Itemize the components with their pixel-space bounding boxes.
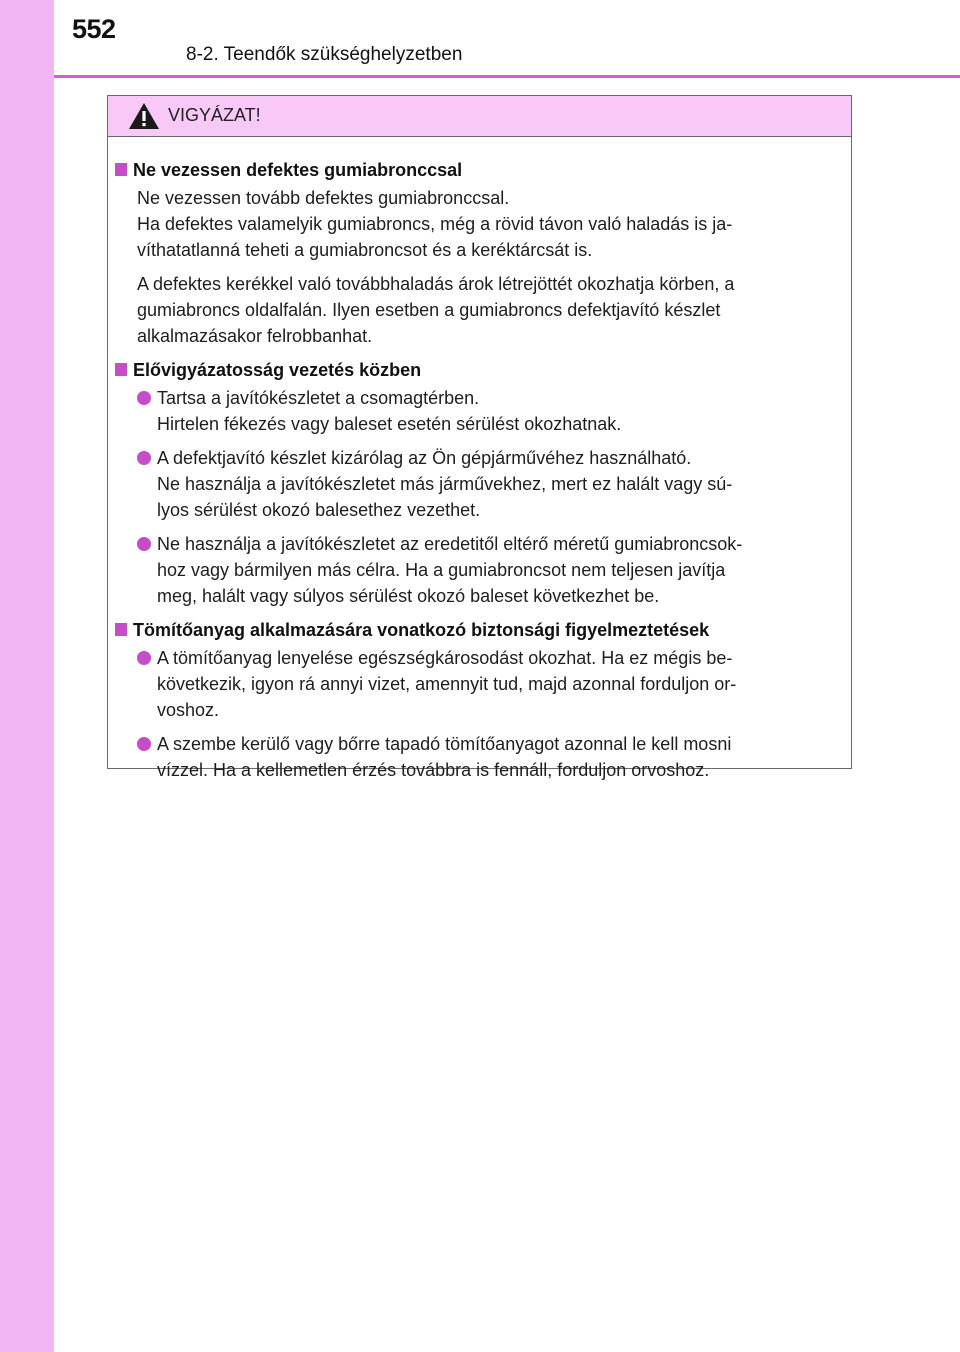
warning-triangle-icon — [128, 102, 160, 130]
bullet-item — [137, 645, 841, 723]
paragraph-line: gumiabroncs oldalfalán. Ilyen esetben a gumiabroncs defektjavító készlet — [137, 300, 721, 320]
section-heading — [115, 617, 841, 643]
bullet-line: A tömítőanyag lenyelése egészségkárosodást okozhat. Ha ez mégis be- — [157, 648, 733, 668]
paragraph-line: A defektes kerékkel való továbbhaladás árok létrejöttét okozhatja körben, a — [137, 274, 735, 294]
warning-box — [107, 95, 852, 780]
bullet-item — [137, 731, 841, 783]
bullet-line: A szembe kerülő vagy bőrre tapadó tömítőanyagot azonnal le kell mosni — [157, 734, 732, 754]
bullet-line: vízzel. Ha a kellemetlen érzés továbbra is fennáll, forduljon orvoshoz. — [157, 760, 710, 780]
square-bullet-icon — [115, 363, 127, 376]
paragraph-line: Ha defektes valamelyik gumiabroncs, még a rövid távon való haladás is ja- — [137, 214, 733, 234]
section-heading-text: Ne vezessen defektes gumiabronccsal — [133, 160, 463, 180]
circle-bullet-icon — [137, 391, 151, 405]
bullet-line: Hirtelen fékezés vagy baleset esetén sérülést okozhatnak. — [157, 414, 622, 434]
paragraph-line: Ne vezessen tovább defektes gumiabronccsal. — [137, 188, 510, 208]
section-heading — [115, 357, 841, 383]
bullet-line: A defektjavító készlet kizárólag az Ön gépjárművéhez használható. — [157, 448, 692, 468]
paragraph — [137, 185, 841, 263]
bullet-item — [137, 531, 841, 609]
circle-bullet-icon — [137, 737, 151, 751]
paragraph-line: alkalmazásakor felrobbanhat. — [137, 326, 373, 346]
square-bullet-icon — [115, 623, 127, 636]
paragraph — [137, 271, 841, 349]
bullet-item — [137, 445, 841, 523]
circle-bullet-icon — [137, 451, 151, 465]
circle-bullet-icon — [137, 651, 151, 665]
page-number: 552 — [72, 14, 116, 44]
bullet-line: Ne használja a javítókészletet más járművekhez, mert ez halált vagy sú- — [157, 474, 733, 494]
warning-header — [108, 96, 851, 137]
bullet-line: meg, halált vagy súlyos sérülést okozó baleset következhet be. — [157, 586, 660, 606]
bullet-line: hoz vagy bármilyen más célra. Ha a gumiabroncsot nem teljesen javítja — [157, 560, 726, 580]
section-title: 8-2. Teendők szükséghelyzetben — [186, 44, 463, 65]
section-heading-text: Tömítőanyag alkalmazására vonatkozó biztonsági figyelmeztetések — [133, 620, 710, 640]
header-rule — [54, 75, 960, 78]
bullet-line: következik, igyon rá annyi vizet, amennyit tud, majd azonnal forduljon or- — [157, 674, 737, 694]
bullet-line: Tartsa a javítókészletet a csomagtérben. — [157, 388, 480, 408]
circle-bullet-icon — [137, 537, 151, 551]
warning-content — [108, 137, 851, 783]
bullet-line: lyos sérülést okozó balesethez vezethet. — [157, 500, 481, 520]
square-bullet-icon — [115, 163, 127, 176]
section-heading-text: Elővigyázatosság vezetés közben — [133, 360, 422, 380]
side-tab-bar — [0, 0, 54, 1352]
warning-label: VIGYÁZAT! — [168, 105, 261, 125]
bullet-item — [137, 385, 841, 437]
bullet-line: Ne használja a javítókészletet az eredetitől eltérő méretű gumiabroncsok- — [157, 534, 743, 554]
section-heading — [115, 157, 841, 183]
bullet-line: voshoz. — [157, 700, 220, 720]
paragraph-line: víthatatlanná teheti a gumiabroncsot és a keréktárcsát is. — [137, 240, 593, 260]
